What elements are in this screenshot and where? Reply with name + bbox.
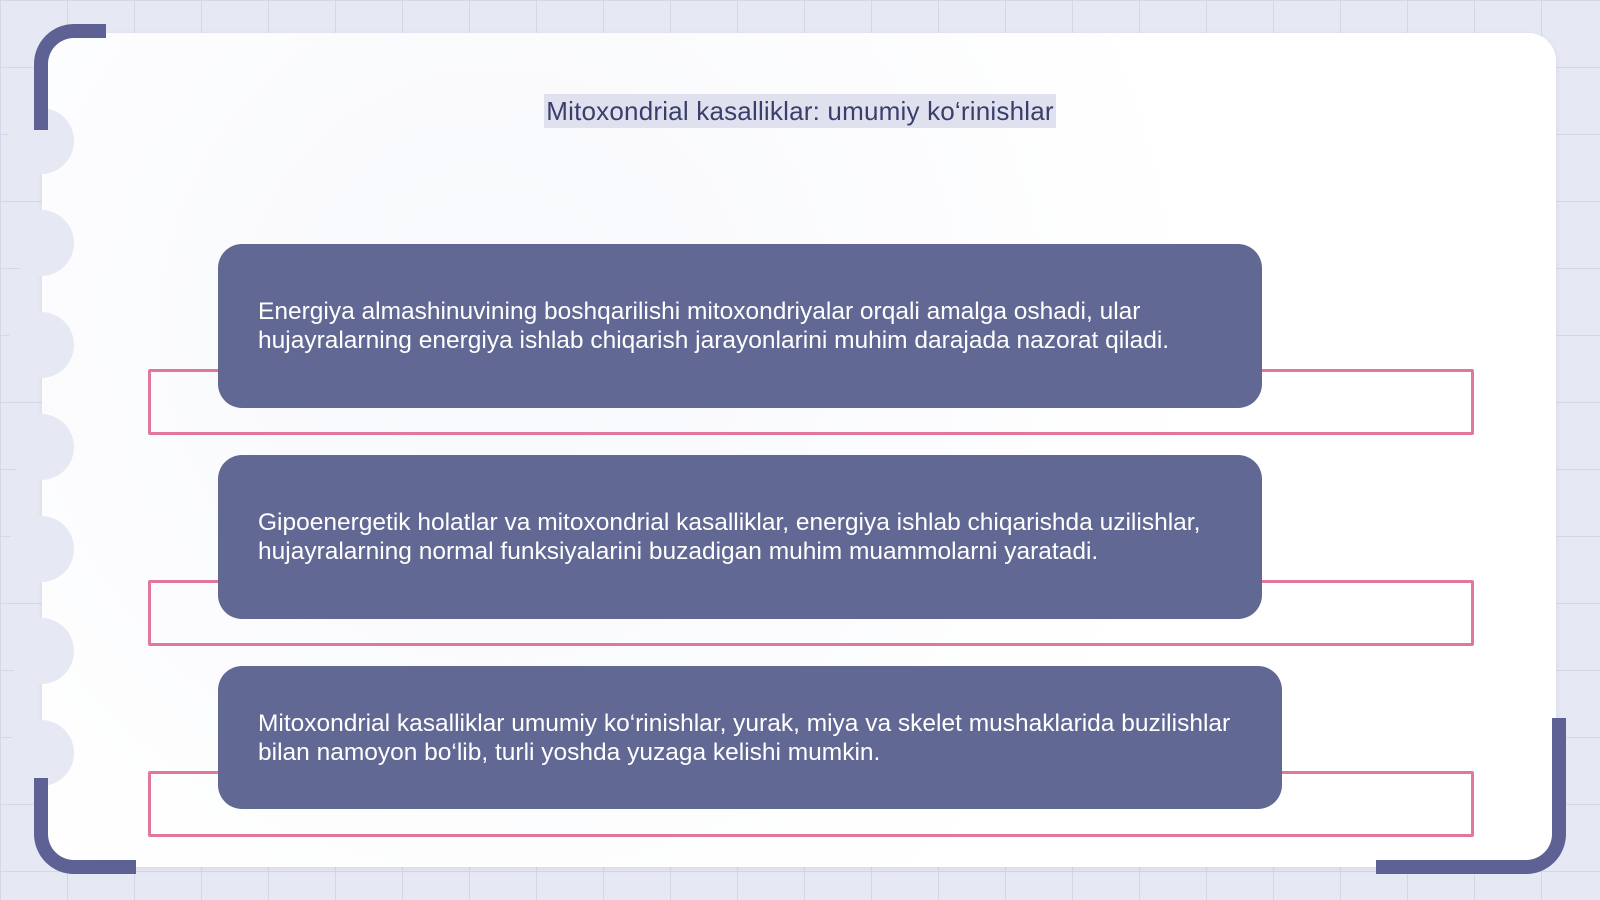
paper-scallop bbox=[8, 516, 74, 582]
slide-title: Mitoxondrial kasalliklar: umumiy ko‘rinishlar bbox=[546, 96, 1054, 126]
info-card-2 bbox=[218, 455, 1262, 619]
paper-scallop bbox=[8, 210, 74, 276]
paper-scallop bbox=[8, 720, 74, 786]
paper-scallop bbox=[8, 312, 74, 378]
paper-scallop bbox=[8, 414, 74, 480]
info-card-text: Gipoenergetik holatlar va mitoxondrial kasalliklar, energiya ishlab chiqarishda uzilishlar, hujayralarning normal funksiyalarini buzadigan muhim muammolarni yaratadi. bbox=[258, 509, 1201, 565]
info-card-text: Mitoxondrial kasalliklar umumiy ko‘rinishlar, yurak, miya va skelet mushaklarida buzilishlar bilan namoyon bo‘lib, turli yoshda yuzaga kelishi mumkin. bbox=[258, 709, 1231, 766]
paper-scallop bbox=[8, 618, 74, 684]
info-card-3 bbox=[218, 666, 1282, 809]
corner-bracket-bottom-left bbox=[34, 778, 136, 874]
info-card-text: Energiya almashinuvining boshqarilishi mitoxondriyalar orqali amalga oshadi, ular hujayralarning energiya ishlab chiqarish jarayonlarini muhim darajada nazorat qiladi. bbox=[258, 298, 1170, 354]
info-card-1 bbox=[218, 244, 1262, 408]
slide-title-wrap bbox=[0, 94, 1600, 128]
